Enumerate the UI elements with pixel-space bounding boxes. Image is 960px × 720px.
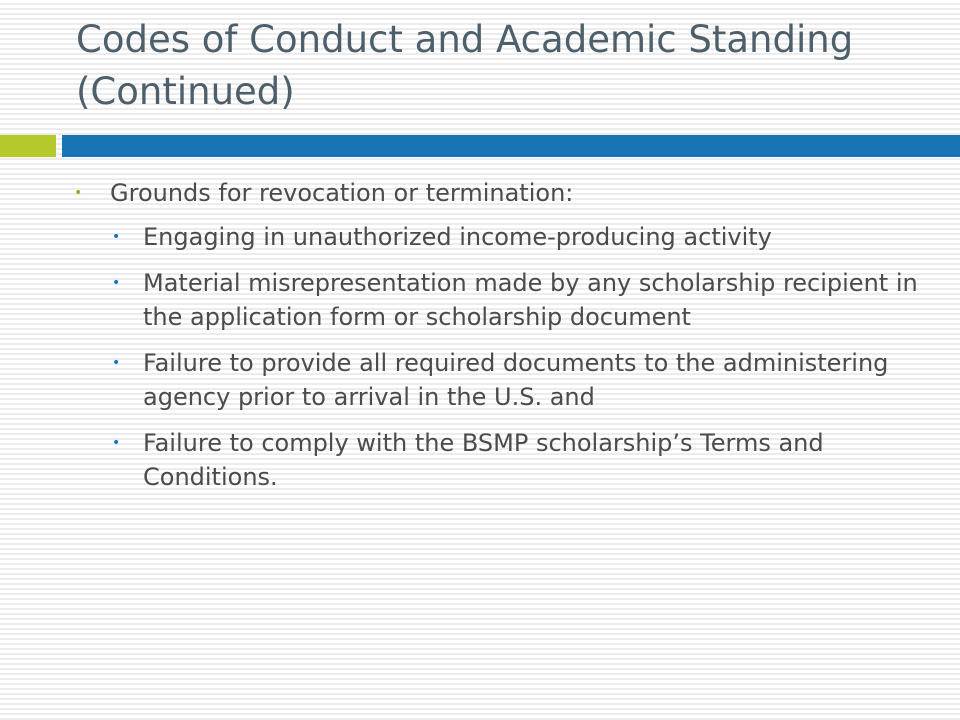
slide-title: Codes of Conduct and Academic Standing (Continued) [76, 18, 854, 113]
sub-bullet-misrepresentation [0, 266, 960, 334]
title-divider-bar [62, 135, 960, 157]
sub-bullet-text: Failure to provide all required documents to the administering agency prior to arrival in the U.S. and [143, 349, 889, 411]
sub-bullet-terms [0, 426, 960, 494]
slide-body [0, 176, 960, 506]
bullet-grounds [0, 176, 960, 210]
sub-bullet-dot-icon: • [112, 355, 121, 371]
sub-bullet-dot-icon: • [112, 275, 121, 291]
sub-bullet-text: Engaging in unauthorized income-producing activity [143, 223, 772, 251]
sub-bullet-text: Failure to comply with the BSMP scholarship’s Terms and Conditions. [143, 429, 824, 491]
sub-bullet-documents [0, 346, 960, 414]
sub-bullet-income [0, 220, 960, 254]
title-accent-block [0, 135, 56, 157]
sub-bullet-dot-icon: • [112, 435, 121, 451]
bullet-dot-icon: • [74, 185, 83, 201]
sub-bullet-dot-icon: • [112, 229, 121, 245]
bullet-text: Grounds for revocation or termination: [110, 179, 574, 207]
sub-bullet-text: Material misrepresentation made by any scholarship recipient in the application form or scholarship document [143, 269, 918, 331]
